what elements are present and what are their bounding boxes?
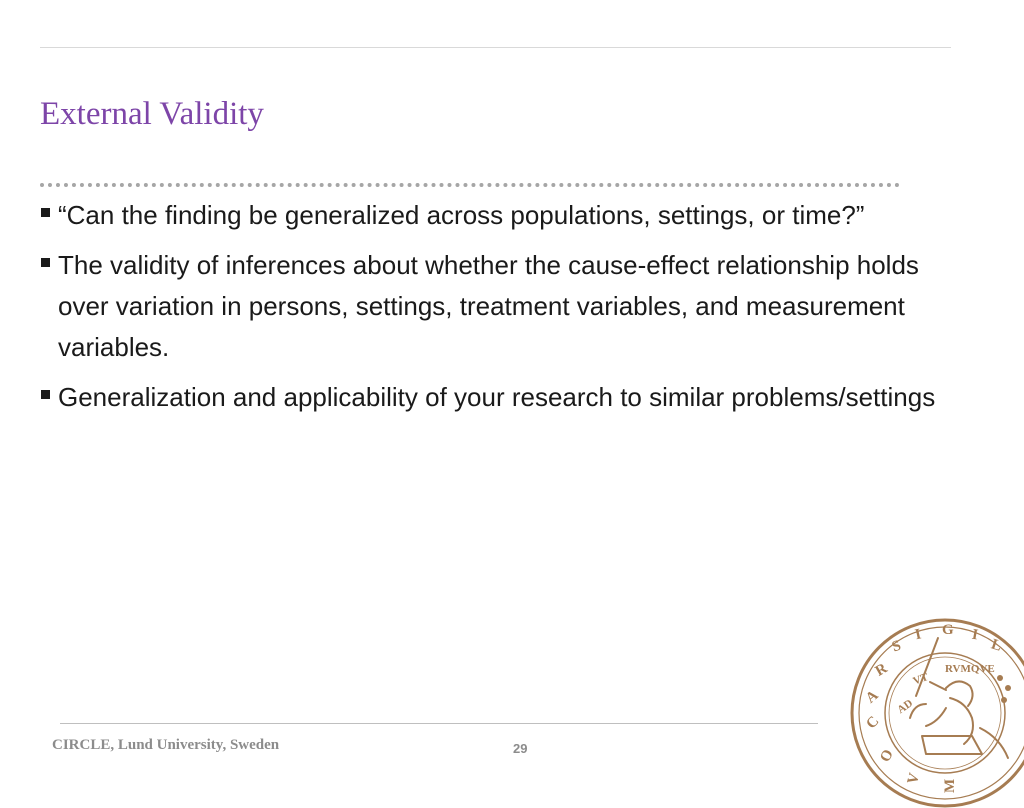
bullet-text: The validity of inferences about whether the cause-effect relationship holds over variation in persons, settings, treatment variables, and measurement variables. — [58, 250, 919, 362]
svg-text:VT: VT — [911, 671, 930, 688]
lund-university-seal-icon — [850, 618, 1024, 808]
svg-text:R: R — [872, 660, 891, 680]
square-bullet-icon — [41, 258, 50, 267]
bullet-item — [40, 245, 955, 368]
bullet-text: “Can the finding be generalized across populations, settings, or time?” — [58, 200, 865, 230]
svg-text:L: L — [989, 636, 1004, 655]
svg-text:M: M — [942, 778, 958, 793]
square-bullet-icon — [41, 390, 50, 399]
svg-text:I: I — [913, 626, 923, 644]
svg-text:RVMQVE: RVMQVE — [945, 663, 995, 675]
svg-text:I: I — [970, 626, 980, 644]
svg-text:O: O — [877, 747, 897, 765]
bullet-item — [40, 377, 955, 418]
top-rule — [40, 47, 951, 48]
footer-text: CIRCLE, Lund University, Sweden — [52, 737, 280, 753]
svg-text:V: V — [904, 771, 924, 787]
square-bullet-icon — [41, 208, 50, 217]
svg-text:A: A — [862, 687, 882, 707]
footer-rule — [60, 723, 818, 724]
slide-title: External Validity — [40, 96, 264, 132]
svg-text:AD: AD — [895, 697, 916, 717]
title-divider — [40, 183, 900, 187]
page-number: 29 — [513, 741, 528, 756]
svg-text:S: S — [889, 637, 904, 656]
bullet-list — [40, 195, 955, 427]
svg-text:G: G — [942, 622, 954, 638]
svg-text:C: C — [863, 713, 883, 733]
bullet-item — [40, 195, 955, 236]
bullet-text: Generalization and applicability of your research to similar problems/settings — [58, 382, 936, 412]
